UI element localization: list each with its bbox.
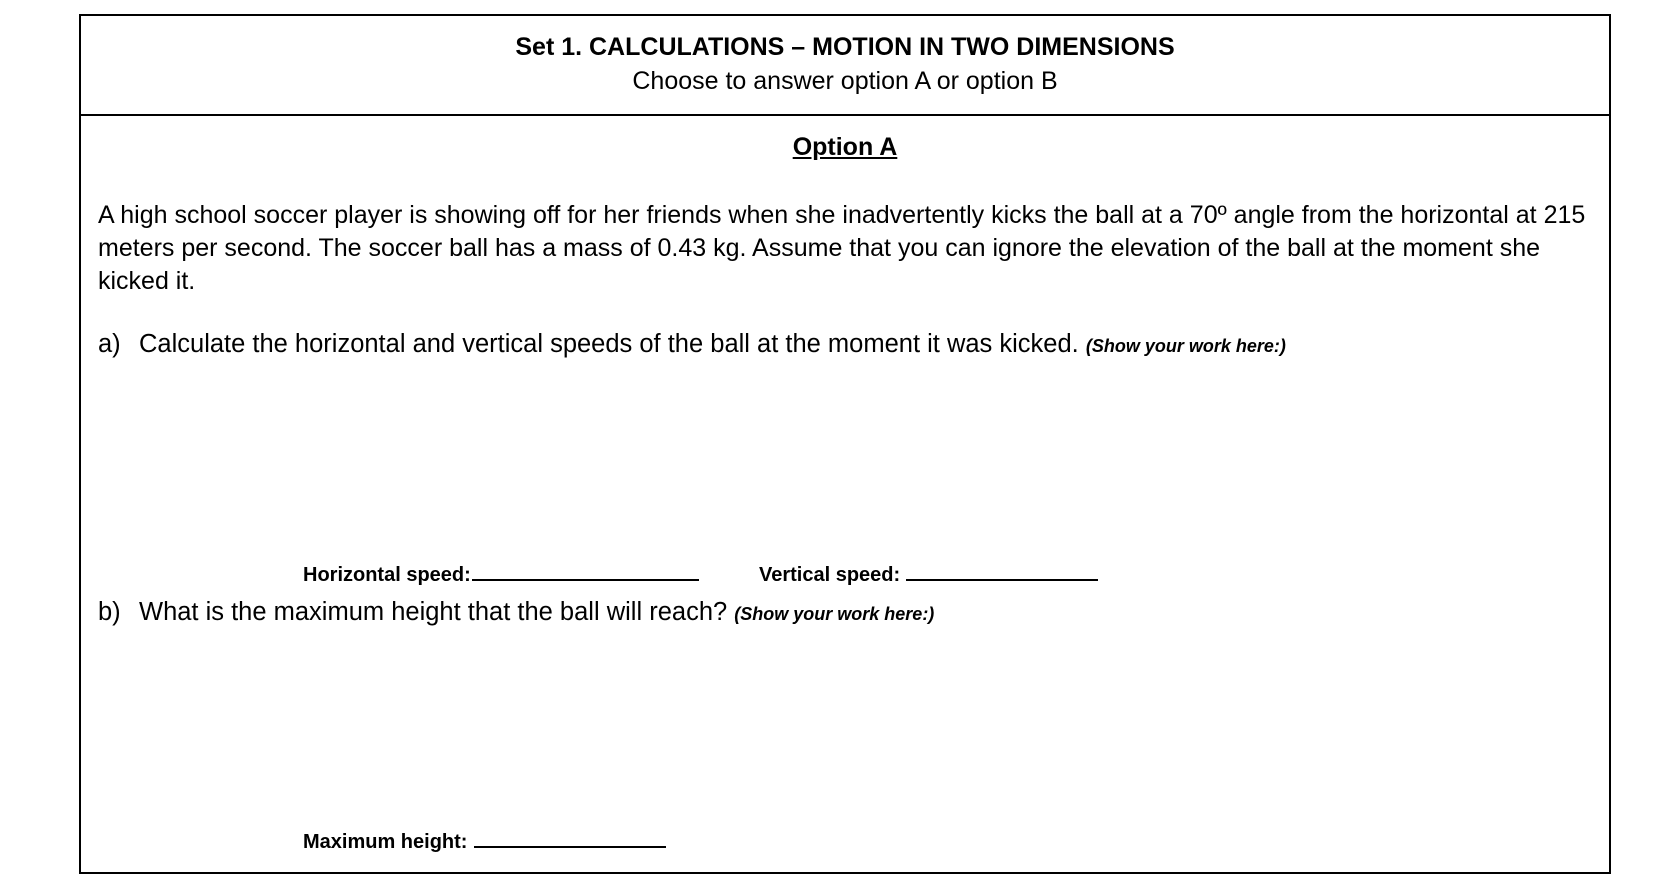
maximum-height-label: Maximum height: (303, 831, 468, 853)
horizontal-speed-answer (303, 561, 699, 587)
horizontal-speed-label: Horizontal speed: (303, 564, 471, 586)
vertical-speed-label: Vertical speed: (759, 564, 901, 586)
question-b (98, 596, 934, 630)
worksheet-box (79, 14, 1611, 874)
vertical-speed-answer (759, 561, 1098, 587)
set-instructions: Choose to answer option A or option B (632, 67, 1058, 95)
horizontal-speed-blank[interactable] (472, 561, 699, 581)
question-a (98, 328, 1286, 362)
question-a-text: Calculate the horizontal and vertical speeds of the ball at the moment it was kicked. (139, 330, 1079, 358)
question-b-label: b) (98, 598, 121, 626)
set-title: Set 1. CALCULATIONS – MOTION IN TWO DIMENSIONS (515, 33, 1175, 61)
worksheet-header (81, 16, 1609, 116)
option-heading: Option A (792, 133, 898, 161)
question-b-text: What is the maximum height that the ball will reach? (139, 598, 728, 626)
question-a-hint: (Show your work here:) (1085, 336, 1286, 356)
maximum-height-answer (303, 828, 666, 854)
question-a-label: a) (98, 330, 121, 358)
vertical-speed-blank[interactable] (906, 561, 1098, 581)
question-b-hint: (Show your work here:) (734, 604, 935, 624)
maximum-height-blank[interactable] (474, 828, 666, 848)
problem-statement: A high school soccer player is showing off for her friends when she inadvertently kicks the ball at a 70º angle from the horizontal at 215 meters per second. The soccer ball has a mass of 0.43 kg. Assume that you can ignore the elevation of the ball at the moment she kicked it. (98, 201, 1586, 295)
